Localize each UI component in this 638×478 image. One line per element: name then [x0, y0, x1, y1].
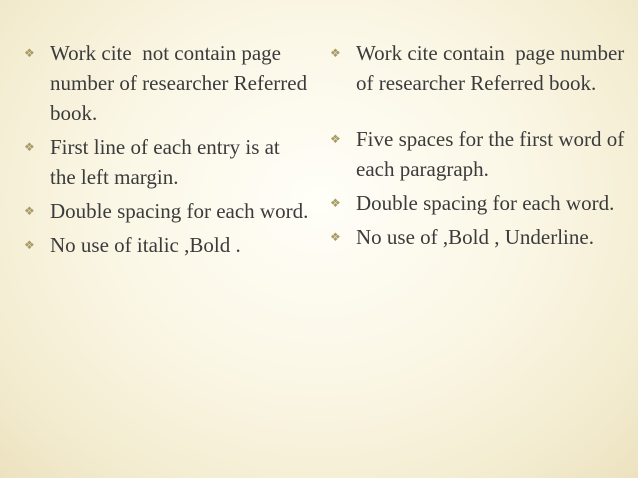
- list-item: [24, 38, 313, 128]
- list-item: [330, 222, 630, 252]
- list-item-text: No use of italic ,Bold .: [50, 233, 241, 257]
- diamond-bullet-icon: ❖: [24, 46, 35, 60]
- list-item: [24, 196, 310, 226]
- list-item-text: Double spacing for each word.: [356, 191, 615, 215]
- list-item: [24, 230, 310, 260]
- list-item-text: No use of ,Bold , Underline.: [356, 225, 594, 249]
- diamond-bullet-icon: ❖: [24, 238, 35, 252]
- diamond-bullet-icon: ❖: [330, 196, 341, 210]
- list-item: [24, 132, 310, 192]
- right-column-list: [330, 38, 630, 256]
- list-item-text: Work cite not contain page number of researcher Referred book.: [50, 41, 313, 125]
- diamond-bullet-icon: ❖: [330, 46, 341, 60]
- spacer: [330, 102, 630, 124]
- list-item: [330, 188, 630, 218]
- list-item: [330, 38, 630, 98]
- list-item-text: First line of each entry is at the left margin.: [50, 135, 286, 189]
- diamond-bullet-icon: ❖: [24, 140, 35, 154]
- list-item-text: Five spaces for the first word of each paragraph.: [356, 127, 630, 181]
- list-item: [330, 124, 630, 184]
- list-item-text: Double spacing for each word.: [50, 199, 309, 223]
- diamond-bullet-icon: ❖: [330, 230, 341, 244]
- diamond-bullet-icon: ❖: [330, 132, 341, 146]
- diamond-bullet-icon: ❖: [24, 204, 35, 218]
- left-column-list: [24, 38, 313, 264]
- list-item-text: Work cite contain page number of researcher Referred book.: [356, 41, 630, 95]
